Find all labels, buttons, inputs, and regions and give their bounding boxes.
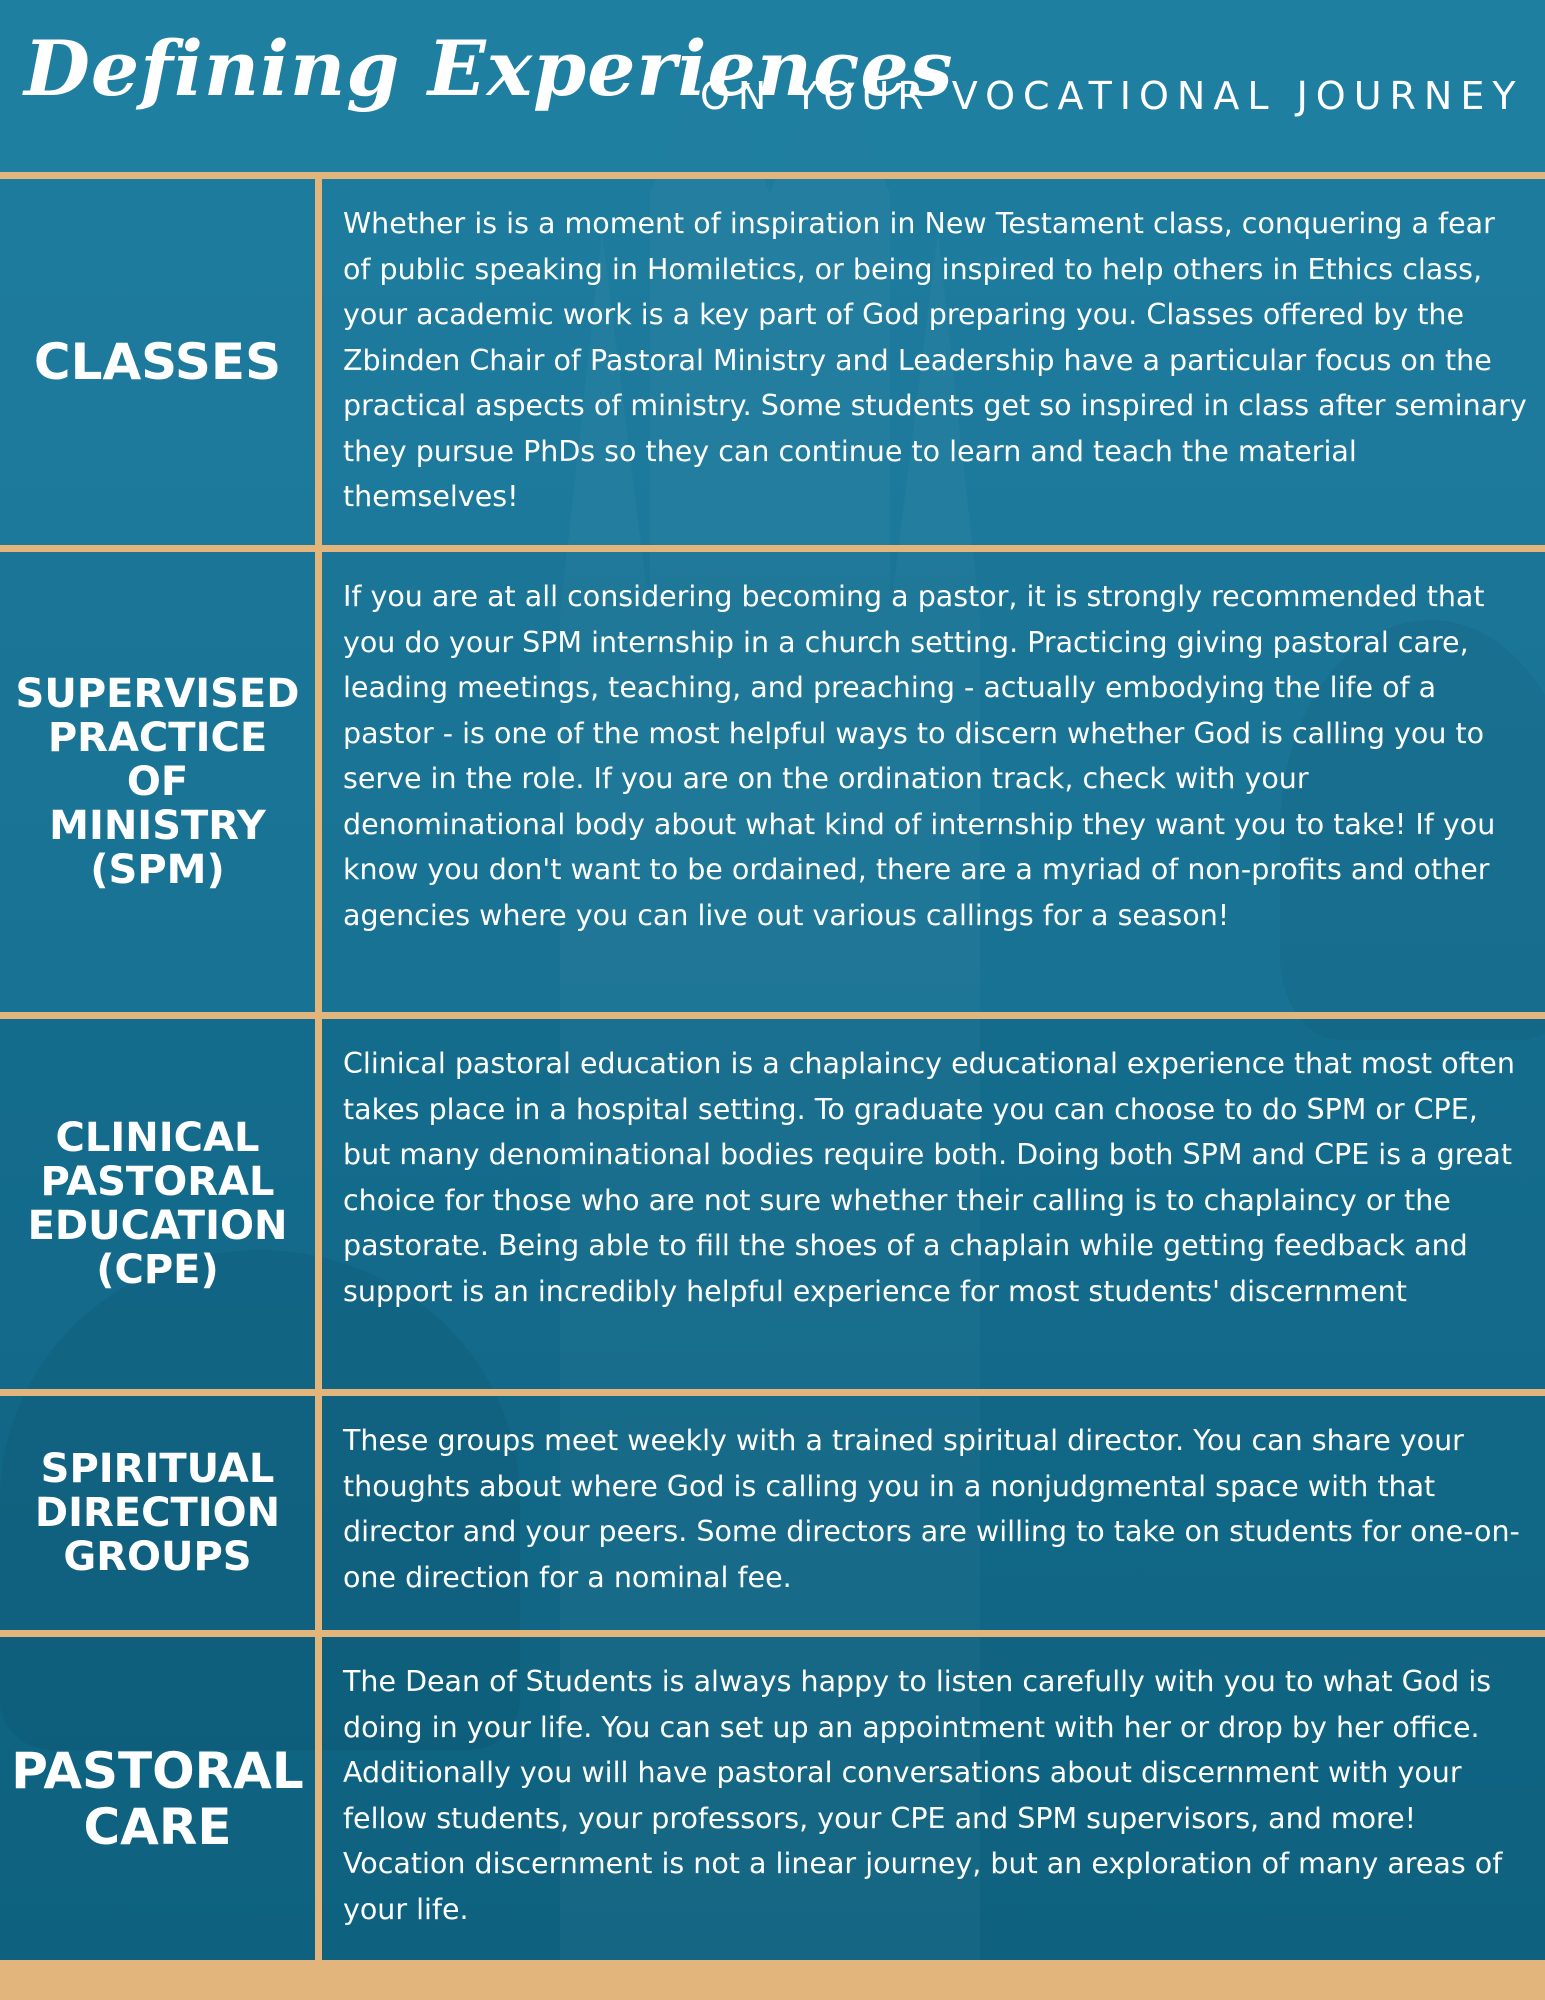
section-label: SUPERVISED PRACTICE OF MINISTRY (SPM) <box>15 671 300 893</box>
section-text: Clinical pastoral education is a chaplaincy educational experience that most often takes place in a hospital setting. To graduate you can choose to do SPM or CPE, but many denominational bodies require both. Doing both SPM and CPE is a great choice for those who are not sure whether their calling is to chaplaincy or the pastorate. Being able to fill the shoes of a chaplain while getting feedback and support is an incredibly helpful experience for most students' discernment <box>343 1047 1515 1308</box>
section-spm <box>0 552 1545 1012</box>
divider <box>0 1389 1545 1396</box>
section-spiritual-direction <box>0 1396 1545 1630</box>
section-label-box <box>0 1637 315 1960</box>
section-label: PASTORAL CARE <box>11 1741 304 1856</box>
divider <box>0 545 1545 552</box>
section-label: CLASSES <box>33 333 282 391</box>
page-title: Defining Experiences <box>24 24 954 113</box>
section-label-box <box>0 552 315 1012</box>
section-label-box <box>0 1396 315 1630</box>
section-text: If you are at all considering becoming a pastor, it is strongly recommended that you do your SPM internship in a church setting. Practicing giving pastoral care, leading meetings, teaching, and preaching - actually embodying the life of a pastor - is one of the most helpful ways to discern whether God is calling you to serve in the role. If you are on the ordination track, check with your denominational body about what kind of internship they want you to take! If you know you don't want to be ordained, there are a myriad of non-profits and other agencies where you can live out various callings for a season! <box>343 580 1496 932</box>
section-label-box <box>0 179 315 545</box>
divider <box>0 172 1545 179</box>
section-text: The Dean of Students is always happy to listen carefully with you to what God is doing in your life. You can set up an appointment with her or drop by her office. Additionally you will have pastoral conversations about discernment with your fellow students, your professors, your CPE and SPM supervisors, and more! Vocation discernment is not a linear journey, but an exploration of many areas of your life. <box>343 1665 1503 1926</box>
section-cpe <box>0 1019 1545 1389</box>
section-classes <box>0 179 1545 545</box>
section-label: SPIRITUAL DIRECTION GROUPS <box>34 1446 281 1580</box>
section-text: Whether is is a moment of inspiration in New Testament class, conquering a fear of public speaking in Homiletics, or being inspired to help others in Ethics class, your academic work is a key part of God preparing you. Classes offered by the Zbinden Chair of Pastoral Ministry and Leadership have a particular focus on the practical aspects of ministry. Some students get so inspired in class after seminary they pursue PhDs so they can continue to learn and teach the material themselves! <box>343 207 1527 513</box>
section-label: CLINICAL PASTORAL EDUCATION (CPE) <box>27 1115 288 1293</box>
column-divider <box>315 172 322 1960</box>
divider <box>0 1012 1545 1019</box>
section-label-box <box>0 1019 315 1389</box>
page-subtitle: ON YOUR VOCATIONAL JOURNEY <box>700 74 1524 118</box>
header <box>0 0 1545 172</box>
divider <box>0 1630 1545 1637</box>
section-pastoral-care <box>0 1637 1545 1960</box>
section-text: These groups meet weekly with a trained spiritual director. You can share your thoughts about where God is calling you in a nonjudgmental space with that director and your peers. Some directors are willing to take on students for one-on-one direction for a nominal fee. <box>343 1424 1520 1594</box>
